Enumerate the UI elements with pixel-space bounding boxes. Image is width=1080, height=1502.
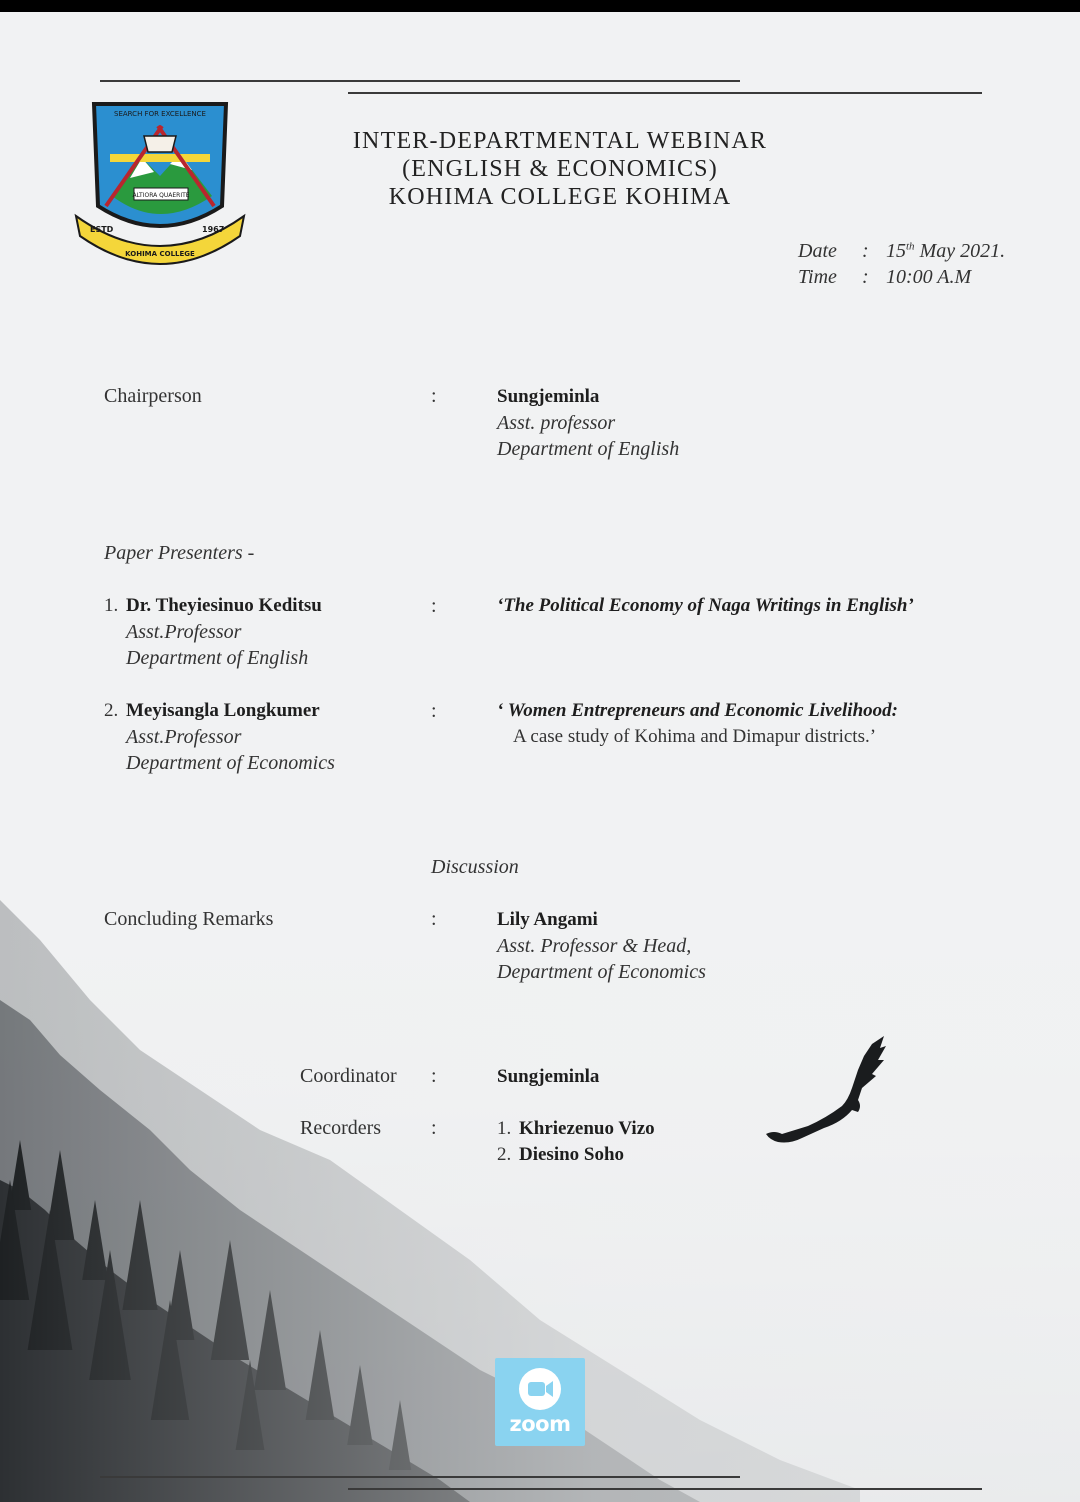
webinar-title-line-3: KOHIMA COLLEGE KOHIMA bbox=[388, 184, 732, 210]
presenter-dept: Department of Economics bbox=[126, 752, 335, 774]
svg-text:ALTIORA QUAERITE: ALTIORA QUAERITE bbox=[132, 192, 190, 199]
top-rule-right bbox=[348, 92, 982, 94]
webinar-title-line-2: (ENGLISH & ECONOMICS) bbox=[402, 156, 718, 182]
chairperson-colon: : bbox=[431, 385, 437, 407]
recorders-colon: : bbox=[431, 1117, 437, 1139]
presenter-colon: : bbox=[431, 700, 437, 722]
bottom-rule-right bbox=[348, 1488, 982, 1490]
svg-text:KOHIMA COLLEGE: KOHIMA COLLEGE bbox=[125, 250, 195, 258]
webinar-title-line-1: INTER-DEPARTMENTAL WEBINAR bbox=[352, 128, 768, 154]
presenter-role: Asst.Professor bbox=[126, 726, 242, 748]
recorders-label: Recorders bbox=[300, 1117, 382, 1139]
paper-presenters-heading: Paper Presenters - bbox=[104, 542, 255, 564]
time-value: 10:00 A.M bbox=[886, 266, 972, 288]
date-day: 15 bbox=[886, 240, 906, 262]
presenter-dept: Department of English bbox=[126, 647, 309, 669]
presenter-number: 1. bbox=[104, 595, 119, 616]
time-colon: : bbox=[862, 266, 869, 288]
presenter-role: Asst.Professor bbox=[126, 621, 242, 643]
bottom-rule bbox=[100, 1476, 740, 1478]
svg-text:SEARCH FOR EXCELLENCE: SEARCH FOR EXCELLENCE bbox=[114, 110, 206, 118]
concluding-remarks-label: Concluding Remarks bbox=[104, 908, 274, 930]
paper-title: ‘ Women Entrepreneurs and Economic Livelihood: bbox=[497, 700, 898, 721]
college-logo bbox=[72, 96, 248, 272]
date-suffix: th bbox=[906, 240, 915, 253]
zoom-wordmark: zoom bbox=[509, 1412, 571, 1436]
coordinator-name: Sungjeminla bbox=[497, 1066, 600, 1087]
recorder-number: 2. bbox=[497, 1144, 512, 1165]
presenter-number: 2. bbox=[104, 700, 119, 721]
eagle-silhouette bbox=[760, 1030, 890, 1150]
discussion-label: Discussion bbox=[431, 856, 519, 878]
date-month-year: May 2021. bbox=[914, 240, 1006, 262]
paper-subtitle: A case study of Kohima and Dimapur districts.’ bbox=[513, 726, 877, 747]
top-rule-left bbox=[100, 80, 740, 82]
presenter-colon: : bbox=[431, 595, 437, 617]
top-black-bar bbox=[0, 0, 1080, 12]
date-colon: : bbox=[862, 240, 869, 262]
chairperson-dept: Department of English bbox=[497, 438, 680, 460]
concluding-colon: : bbox=[431, 908, 437, 930]
svg-text:ESTD: ESTD bbox=[90, 225, 114, 234]
paper-title: ‘The Political Economy of Naga Writings in English’ bbox=[497, 595, 914, 616]
recorder-name: Diesino Soho bbox=[519, 1144, 625, 1165]
chairperson-label: Chairperson bbox=[104, 385, 202, 407]
recorder-number: 1. bbox=[497, 1118, 512, 1139]
concluding-dept: Department of Economics bbox=[497, 961, 706, 983]
chairperson-role: Asst. professor bbox=[497, 412, 616, 434]
date-value bbox=[886, 240, 1005, 263]
svg-text:1967: 1967 bbox=[202, 225, 225, 234]
presenter-name: Meyisangla Longkumer bbox=[126, 700, 320, 721]
time-label: Time bbox=[798, 266, 837, 288]
date-label: Date bbox=[798, 240, 837, 262]
concluding-name: Lily Angami bbox=[497, 909, 598, 930]
video-camera-icon bbox=[517, 1366, 563, 1412]
chairperson-name: Sungjeminla bbox=[497, 386, 600, 407]
recorder-name: Khriezenuo Vizo bbox=[519, 1118, 655, 1139]
coordinator-label: Coordinator bbox=[300, 1065, 397, 1087]
presenter-name: Dr. Theyiesinuo Keditsu bbox=[126, 595, 322, 616]
zoom-logo bbox=[495, 1358, 585, 1446]
coordinator-colon: : bbox=[431, 1065, 437, 1087]
concluding-role: Asst. Professor & Head, bbox=[497, 935, 692, 957]
